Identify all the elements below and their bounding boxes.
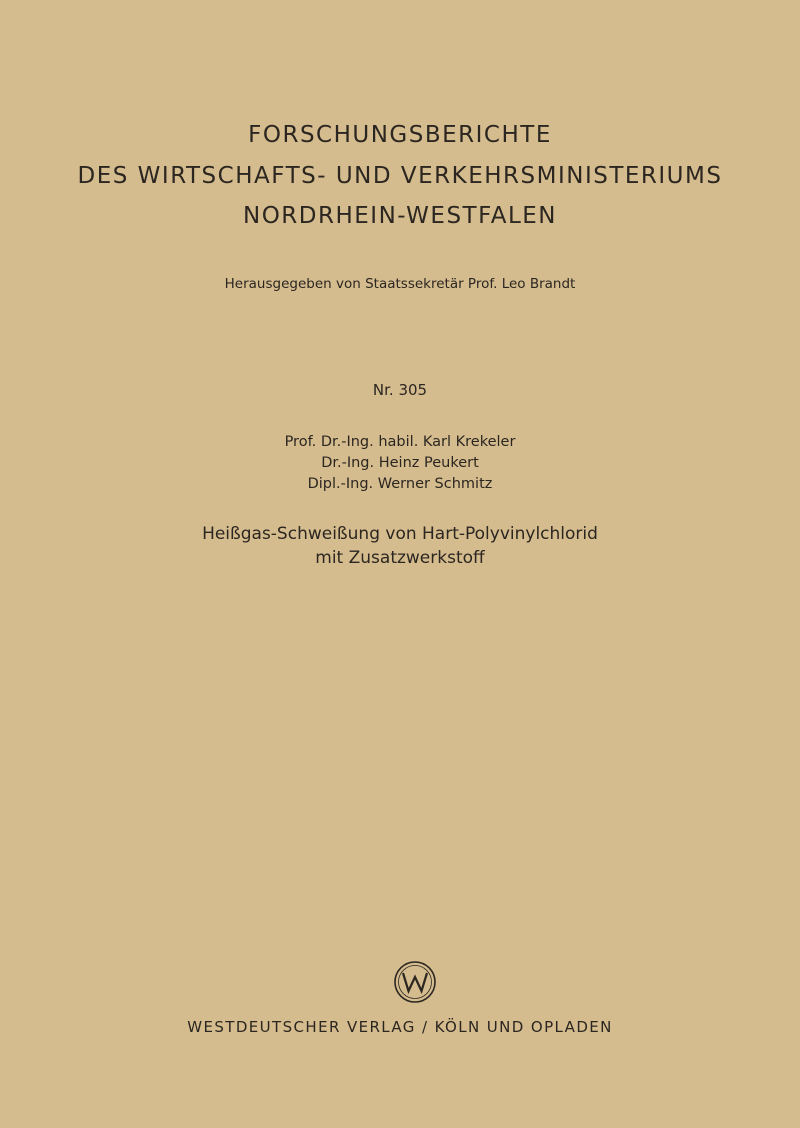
series-title-line-2: DES WIRTSCHAFTS- UND VERKEHRSMINISTERIUMS [77,163,723,189]
book-title [0,522,800,570]
author-list [0,432,800,495]
publisher-imprint: WESTDEUTSCHER VERLAG / KÖLN UND OPLADEN [187,1018,613,1036]
book-title-line-2: mit Zusatzwerkstoff [315,548,485,568]
author-2: Dr.-Ing. Heinz Peukert [321,455,479,471]
author-1: Prof. Dr.-Ing. habil. Karl Krekeler [284,434,516,450]
author-3: Dipl.-Ing. Werner Schmitz [307,476,493,492]
series-title-line-1: FORSCHUNGSBERICHTE [248,122,552,148]
book-title-line-1: Heißgas-Schweißung von Hart-Polyvinylchlorid [202,524,598,544]
series-title-line-3: NORDRHEIN-WESTFALEN [243,203,557,229]
westdeutscher-verlag-logo-icon [393,960,437,1004]
editor-line: Herausgegeben von Staatssekretär Prof. Leo Brandt [224,276,576,292]
report-number: Nr. 305 [372,381,428,399]
